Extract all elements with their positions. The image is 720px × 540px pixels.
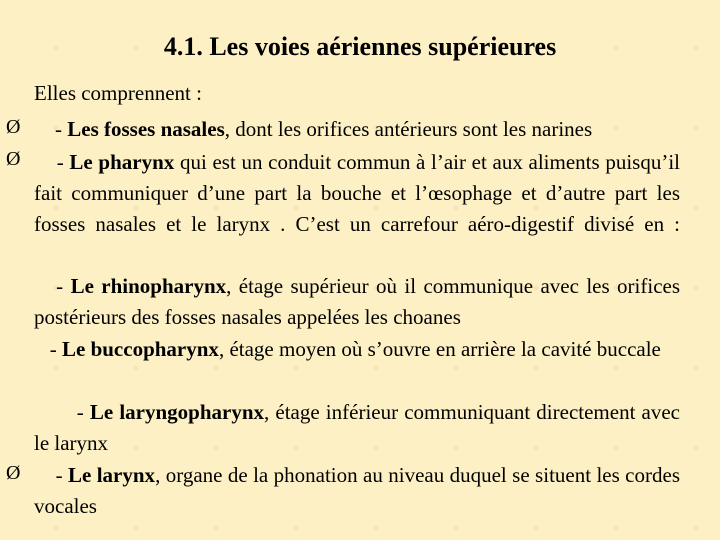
arrow-bullet-icon: Ø — [6, 116, 21, 138]
list-item-larynx: - Le larynx, organe de la phonation au niveau duquel se situent les cordes vocales — [34, 463, 680, 518]
term-description: , organe de la phonation au niveau duquel se situent les cordes vocales — [34, 463, 680, 518]
list-item-pharynx: - Le pharynx qui est un conduit commun à l’air et aux aliments puisqu’il fait communiquer d’une part la bouche et l’œsophage et d’autre part les fosses nasales et le larynx . C’est un carrefour aéro-digestif divisé en : — [34, 150, 680, 236]
term-description: , étage inférieur communiquant directement avec le larynx — [34, 400, 680, 455]
list-item-fosses-nasales: - Les fosses nasales, dont les orifices antérieurs sont les narines — [49, 117, 593, 141]
arrow-bullet-icon: Ø — [6, 462, 21, 484]
term-description: , étage supérieur où il communique avec les orifices postérieurs des fosses nasales appelées les choanes — [34, 274, 681, 329]
intro-text: Elles comprennent : — [34, 81, 202, 105]
subitem-laryngopharynx: - Le laryngopharynx, étage inférieur communiquant directement avec le larynx — [34, 400, 680, 455]
term-description: , dont les orifices antérieurs sont les narines — [224, 117, 593, 141]
term-bold: Le pharynx — [69, 150, 175, 174]
subitem-buccopharynx: - Le buccopharynx, étage moyen où s’ouvre en arrière la cavité buccale — [49, 337, 661, 361]
term-bold: Le buccopharynx — [62, 337, 219, 361]
subitem-rhinopharynx: - Le rhinopharynx, étage supérieur où il communique avec les orifices postérieurs des fosses nasales appelées les choanes — [34, 274, 681, 329]
arrow-bullet-icon: Ø — [6, 148, 21, 170]
slide-title: 4.1. Les voies aériennes supérieures — [163, 32, 557, 61]
term-description: , étage moyen où s’ouvre en arrière la cavité buccale — [218, 337, 661, 361]
term-description: qui est un conduit commun à l’air et aux aliments puisqu’il fait communiquer d’une part la bouche et l’œsophage et d’autre part les fosses nasales et le larynx . C’est un carrefour aéro-digestif divisé en : — [34, 150, 680, 236]
term-bold: Les fosses nasales — [67, 117, 225, 141]
term-bold: Le laryngopharynx — [89, 400, 265, 424]
term-bold: Le larynx — [68, 463, 156, 487]
term-bold: Le rhinopharynx — [70, 274, 227, 298]
